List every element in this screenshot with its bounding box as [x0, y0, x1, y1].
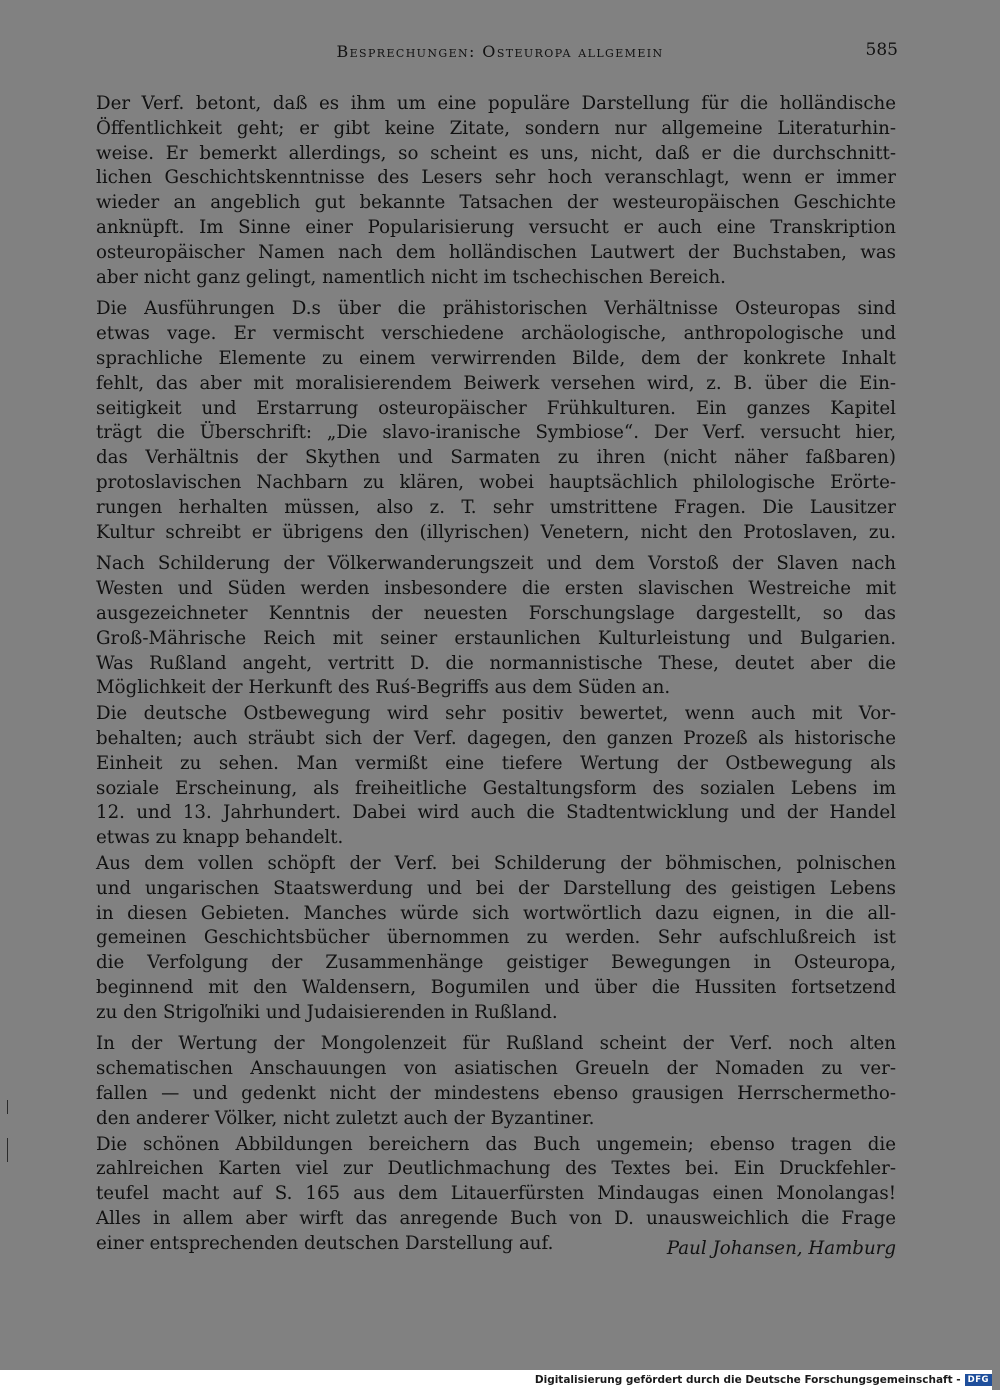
text-line: beginnend mit den Waldensern, Bogumilen und über die Hussiten fortsetzend: [96, 976, 896, 998]
text-line: weise. Er bemerkt allerdings, so scheint es uns, nicht, daß er die durchschnitt-: [96, 142, 896, 164]
paragraph-5: [96, 852, 896, 1026]
text-line: einer entsprechenden deutschen Darstellung auf.: [96, 1232, 554, 1254]
text-line: Möglichkeit der Herkunft des Ruś-Begriffs aus dem Süden an.: [96, 677, 671, 699]
text-line: Groß-Mährische Reich mit seiner erstaunlichen Kulturleistung und Bulgarien.: [96, 627, 896, 649]
text-line: die Verfolgung der Zusammenhänge geistiger Bewegungen in Osteuropa,: [96, 952, 896, 974]
text-line: etwas zu knapp behandelt.: [96, 827, 344, 849]
text-line: Die Ausführungen D.s über die prähistorischen Verhältnisse Osteuropas sind: [96, 298, 896, 320]
text-line: fehlt, das aber mit moralisierendem Beiwerk versehen wird, z. B. über die Ein-: [96, 372, 896, 394]
paragraph-4: [96, 702, 896, 851]
text-line: Die schönen Abbildungen bereichern das Buch ungemein; ebenso tragen die: [96, 1133, 896, 1155]
review-body-text: [96, 92, 896, 1257]
text-line: soziale Erscheinung, als freiheitliche Gestaltungsform des sozialen Lebens im: [96, 777, 896, 799]
margin-scan-mark: [7, 1100, 8, 1114]
text-line: 12. und 13. Jahrhundert. Dabei wird auch die Stadtentwicklung und der Handel: [96, 802, 896, 824]
text-line: ausgezeichneter Kenntnis der neuesten Forschungslage dargestellt, so das: [96, 602, 896, 624]
footer-strip: [0, 1370, 600, 1390]
text-line: Was Rußland angeht, vertritt D. die normannistische These, deutet aber die: [96, 652, 896, 674]
text-line: Aus dem vollen schöpft der Verf. bei Schilderung der böhmischen, polnischen: [96, 852, 896, 874]
text-line: Der Verf. betont, daß es ihm um eine populäre Darstellung für die holländische: [96, 93, 896, 114]
dfg-logo-icon: DFG: [965, 1374, 992, 1386]
text-line: etwas vage. Er vermischt verschiedene archäologische, anthropologische und: [96, 323, 896, 345]
text-line: Kultur schreibt er übrigens den (illyrischen) Venetern, nicht den Protoslaven, zu.: [96, 521, 896, 543]
text-line: Westen und Süden werden insbesondere die ersten slavischen Westreiche mit: [96, 578, 896, 600]
text-line: teufel macht auf S. 165 aus dem Litauerfürsten Mindaugas einen Monolangas!: [96, 1183, 896, 1205]
text-line: sprachliche Elemente zu einem verwirrenden Bilde, dem der konkrete Inhalt: [96, 347, 896, 369]
text-line: Nach Schilderung der Völkerwanderungszeit und dem Vorstoß der Slaven nach: [96, 553, 896, 575]
text-line: lichen Geschichtskenntnisse des Lesers sehr hoch veranschlagt, wenn er immer: [96, 167, 896, 189]
paragraph-3: [96, 552, 896, 701]
footer-credit-text: Digitalisierung gefördert durch die Deutsche Forschungsgemeinschaft -: [534, 1374, 961, 1386]
text-line: behalten; auch sträubt sich der Verf. dagegen, den ganzen Prozeß als historische: [96, 727, 896, 749]
text-line: Öffentlichkeit geht; er gibt keine Zitate, sondern nur allgemeine Literaturhin-: [96, 117, 896, 139]
text-line: seitigkeit und Erstarrung osteuropäischer Frühkulturen. Ein ganzes Kapitel: [96, 397, 896, 419]
paragraph-1: [96, 92, 896, 290]
paragraph-6: [96, 1032, 896, 1131]
text-line: Die deutsche Ostbewegung wird sehr positiv bewertet, wenn auch mit Vor-: [96, 703, 896, 725]
text-line: zahlreichen Karten viel zur Deutlichmachung des Textes bei. Ein Druckfehler-: [96, 1158, 896, 1180]
text-line: das Verhältnis der Skythen und Sarmaten zu ihren (nicht näher faßbaren): [96, 447, 896, 469]
paragraph-2: [96, 297, 896, 545]
text-line: fallen — und gedenkt nicht der mindestens ebenso grausigen Herrschermetho-: [96, 1083, 896, 1105]
text-line: Alles in allem aber wirft das anregende Buch von D. unausweichlich die Frage: [96, 1208, 896, 1230]
review-author-signature: Paul Johansen, Hamburg: [666, 1238, 896, 1259]
page-number: 585: [865, 40, 898, 60]
text-line: aber nicht ganz gelingt, namentlich nicht im tschechischen Bereich.: [96, 266, 726, 288]
text-line: trägt die Überschrift: „Die slavo-iranische Symbiose“. Der Verf. versucht hier,: [96, 422, 896, 444]
text-line: und ungarischen Staatswerdung und bei der Darstellung des geistigen Lebens: [96, 877, 896, 899]
text-line: schematischen Anschauungen von asiatischen Greueln der Nomaden zu ver-: [96, 1058, 896, 1080]
text-line: wieder an angeblich gut bekannte Tatsachen der westeuropäischen Geschichte: [96, 192, 896, 214]
margin-scan-mark: [7, 1138, 8, 1162]
running-header-title: Besprechungen: Osteuropa allgemein: [336, 42, 664, 61]
text-line: den anderer Völker, nicht zuletzt auch der Byzantiner.: [96, 1107, 595, 1129]
text-line: gemeinen Geschichtsbücher übernommen zu werden. Sehr aufschlußreich ist: [96, 927, 896, 949]
text-line: in diesen Gebieten. Manches würde sich wortwörtlich dazu eignen, in die all-: [96, 902, 896, 924]
text-line: Einheit zu sehen. Man vermißt eine tiefere Wertung der Ostbewegung als: [96, 752, 896, 774]
text-line: osteuropäischer Namen nach dem holländischen Lautwert der Buchstaben, was: [96, 241, 896, 263]
text-line: rungen herhalten müssen, also z. T. sehr umstrittene Fragen. Die Lausitzer: [96, 496, 896, 518]
text-line: In der Wertung der Mongolenzeit für Rußland scheint der Verf. noch alten: [96, 1033, 896, 1055]
text-line: protoslavischen Nachbarn zu klären, wobei hauptsächlich philologische Erörte-: [96, 471, 896, 493]
digitization-footer: [534, 1370, 992, 1390]
text-line: zu den Strigoľniki und Judaisierenden in Rußland.: [96, 1001, 558, 1023]
text-line: anknüpft. Im Sinne einer Popularisierung versucht er auch eine Transkription: [96, 216, 896, 238]
